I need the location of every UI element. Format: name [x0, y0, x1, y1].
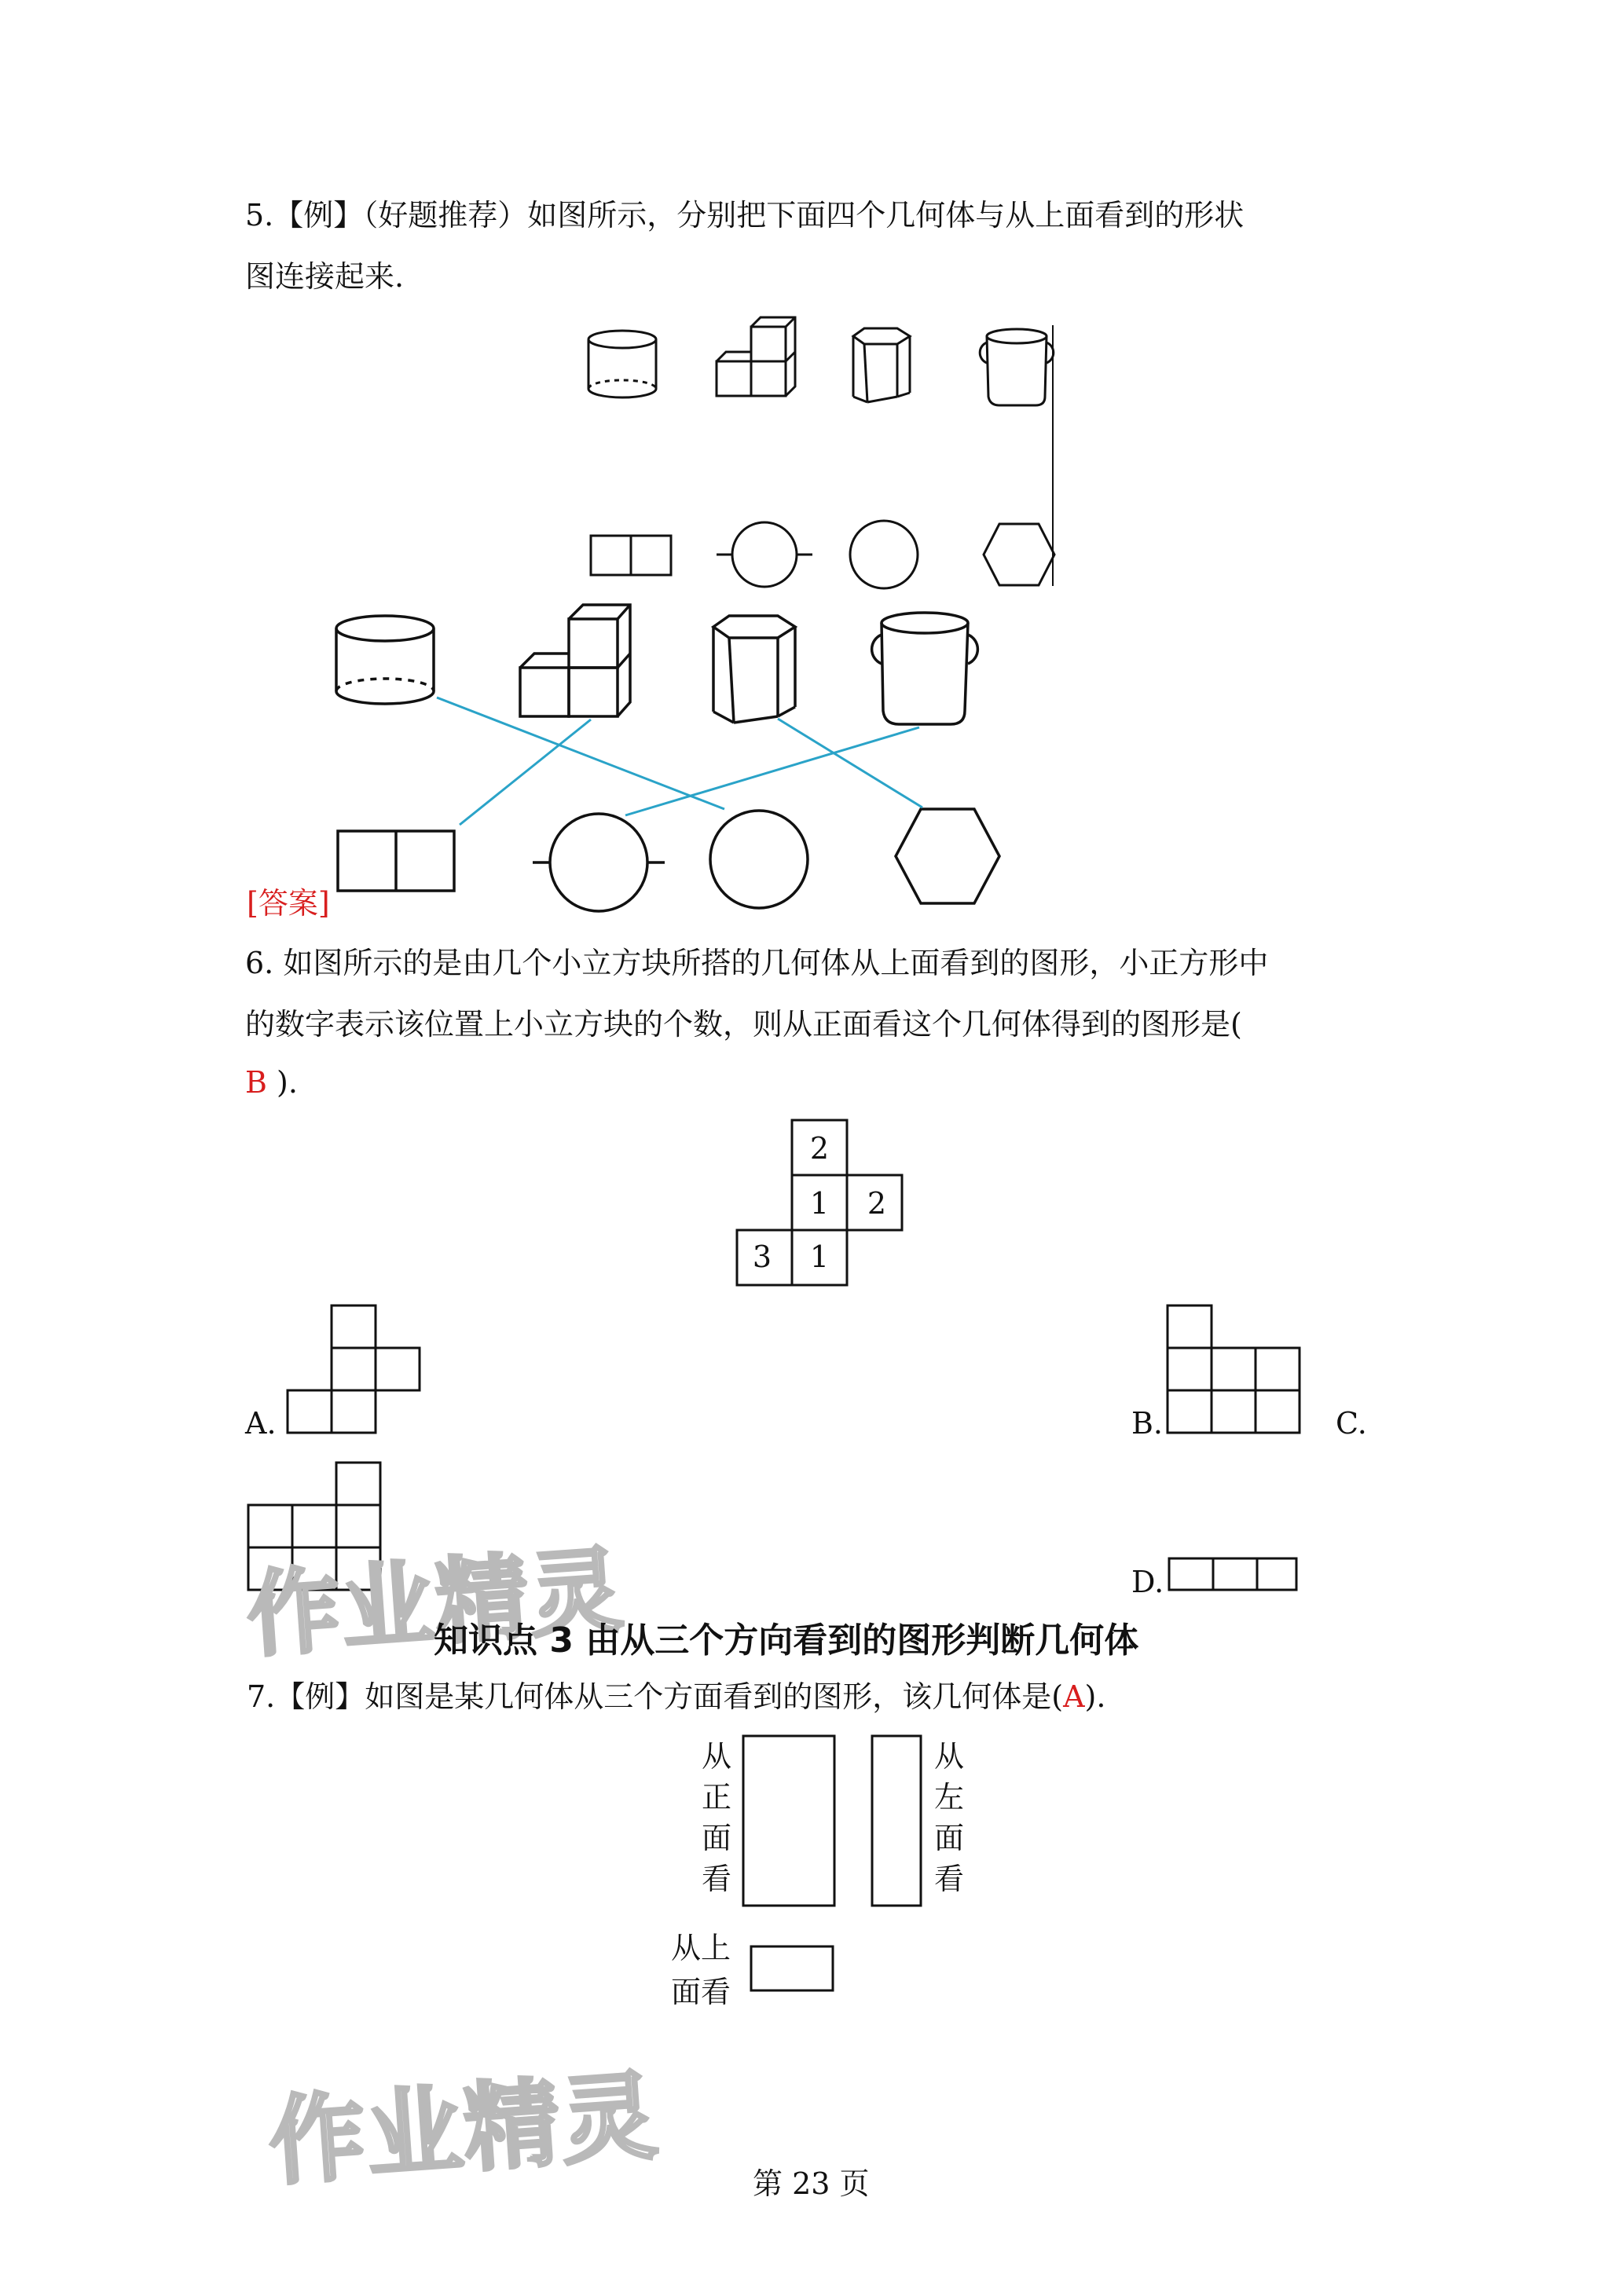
q6-line-1: 6. 如图所示的是由几个小立方块所搭的几何体从上面看到的图形，小正方形中 [245, 946, 1269, 980]
left-view-label: 从 左 面 看 [933, 1739, 964, 1896]
option-d-label: D. [1131, 1565, 1164, 1599]
grid-cell-right: 2 [867, 1186, 887, 1221]
grid-cell-mid: 1 [809, 1186, 830, 1221]
front-view-rect [743, 1736, 834, 1906]
q5-line-2: 图连接起来. [245, 259, 405, 294]
q5-line-1: 5.【例】（好题推荐）如图所示，分别把下面四个几何体与从上面看到的形状 [245, 198, 1245, 233]
grid-cell-bottom-left: 3 [752, 1240, 772, 1274]
q7-text-before: 7.【例】如图是某几何体从三个方面看到的图形，该几何体是( [247, 1679, 1064, 1714]
answer-label: [答案] [247, 886, 330, 921]
watermark-mid: 作业精灵 [244, 1535, 628, 1670]
q6-line-2: 的数字表示该位置上小立方块的个数，则从正面看这个几何体得到的图形是( [245, 1007, 1242, 1042]
top-view-label-1: 从上 [671, 1931, 731, 1965]
grid-cell-bottom-right: 1 [809, 1240, 830, 1274]
top-view-label-2: 面看 [671, 1975, 731, 2009]
watermark-bottom: 作业精灵 [266, 2060, 662, 2199]
front-view-label: 从 正 面 看 [701, 1739, 731, 1896]
left-view-rect [872, 1736, 921, 1906]
section-heading: 知识点 3 由从三个方向看到的图形判断几何体 [434, 1620, 1139, 1661]
option-b-label: B. [1131, 1406, 1164, 1441]
grid-cell-top: 2 [809, 1131, 830, 1166]
q6-answer: B [245, 1065, 267, 1100]
option-c-label: C. [1336, 1406, 1367, 1441]
option-a-label: A. [245, 1406, 277, 1441]
q6-close: ). [266, 1065, 298, 1100]
q7-answer: A [1063, 1679, 1085, 1714]
page-number: 第 23 页 [753, 2166, 870, 2201]
top-view-rect [751, 1946, 833, 1990]
q7-text-after: ). [1084, 1679, 1106, 1714]
